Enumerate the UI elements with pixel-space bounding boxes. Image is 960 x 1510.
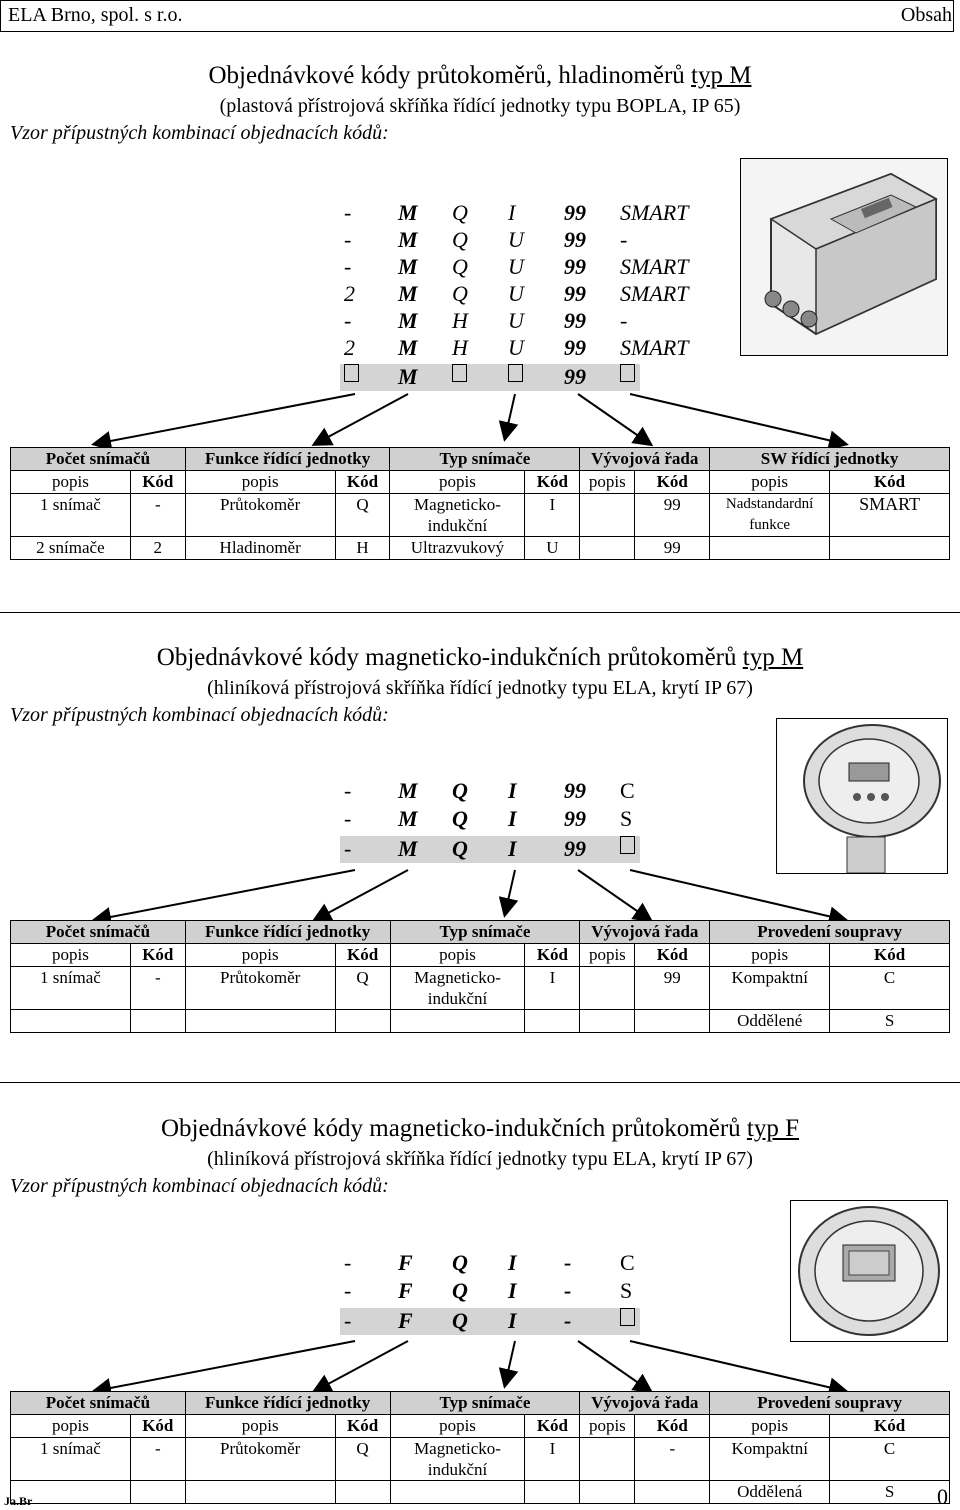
table-cell: 99 [635,494,710,537]
column-header: Provedení soupravy [710,921,950,944]
code-cell: - [344,778,352,803]
table-cell: Hladinoměr [185,537,335,560]
code-cell: - [344,308,352,333]
popis-label: popis [390,1415,525,1438]
table-cell [710,537,830,560]
column-header: Typ snímače [390,448,580,471]
code-cell: U [508,335,524,360]
column-header: Počet snímačů [11,1392,186,1415]
table-cell: - [130,967,185,1010]
table-cell [580,494,635,537]
code-cell: U [508,227,524,252]
code-cell: M [398,364,418,389]
placeholder-box-icon [344,364,359,382]
code-cell: H [452,335,468,360]
table-cell: U [525,537,580,560]
code-cell: - [564,1278,572,1303]
popis-label: popis [185,944,335,967]
section3-vzor: Vzor přípustných kombinací objednacích kódů: [10,1175,389,1197]
column-header: Funkce řídící jednotky [185,921,390,944]
code-cell: - [344,200,352,225]
table-cell [580,1438,635,1481]
code-cell: SMART [620,281,689,306]
popis-label: popis [710,1415,830,1438]
kod-label: Kód [635,471,710,494]
code-cell: M [398,281,418,306]
table-cell: Q [335,494,390,537]
kod-label: Kód [830,944,950,967]
table-cell: I [525,1438,580,1481]
code-template-row [340,1308,640,1335]
table-cell: 1 snímač [11,494,131,537]
code-cell: 99 [564,778,586,803]
kod-label: Kód [525,471,580,494]
code-cell: - [344,254,352,279]
code-cell: Q [452,200,468,225]
code-cell: I [508,200,516,225]
popis-label: popis [11,471,131,494]
code-cell: Q [452,227,468,252]
table-cell: - [635,1438,710,1481]
code-cell: - [344,1308,352,1333]
code-row [340,281,689,308]
kod-label: Kód [830,1415,950,1438]
code-row [340,1278,640,1305]
table-cell: 2 snímače [11,537,131,560]
kod-label: Kód [525,1415,580,1438]
code-cell: Q [452,1278,468,1303]
kod-label: Kód [635,1415,710,1438]
code-cell: I [508,806,517,831]
section3-table [10,1391,950,1504]
code-cell: 99 [564,281,586,306]
kod-label: Kód [830,471,950,494]
popis-label: popis [580,944,635,967]
section1-vzor: Vzor přípustných kombinací objednacích kódů: [10,122,389,144]
table-cell: C [830,967,950,1010]
section3-arrows [0,1337,960,1397]
code-cell: M [398,335,418,360]
section1-arrows [0,388,960,448]
code-cell: I [508,836,517,861]
code-cell: 99 [564,836,586,861]
code-cell: M [398,227,418,252]
code-cell: - [564,1250,572,1275]
table-cell: 99 [635,537,710,560]
column-header: Počet snímačů [11,448,186,471]
table-cell [390,1481,525,1504]
page-header [0,0,954,32]
table-cell: Kompaktní [710,1438,830,1481]
divider [0,1082,960,1083]
table-cell [185,1010,335,1033]
table-cell: Q [335,1438,390,1481]
column-header: Typ snímače [390,1392,580,1415]
code-cell: 99 [564,806,586,831]
code-cell: H [452,308,468,333]
code-template-row [340,364,640,391]
code-row [340,778,640,805]
section3-subtitle: (hliníková přístrojová skříňka řídící jednotky typu ELA, krytí IP 67) [207,1148,753,1170]
table-cell: SMART [830,494,950,537]
column-header: Vývojová řada [580,1392,710,1415]
table-cell: I [525,967,580,1010]
table-cell: Magneticko-indukční [390,1438,525,1481]
code-cell: 99 [564,364,586,389]
table-cell: H [335,537,390,560]
placeholder-box-icon [452,364,467,382]
popis-label: popis [11,944,131,967]
table-cell [525,1481,580,1504]
table-cell: Průtokoměr [185,1438,335,1481]
table-cell: Ultrazvukový [390,537,525,560]
code-cell: 2 [344,335,355,360]
table-cell: Nadstandardní funkce [710,494,830,537]
table-cell: Kompaktní [710,967,830,1010]
code-cell: M [398,308,418,333]
code-cell: - [344,1250,352,1275]
placeholder-box-icon [620,1308,635,1326]
column-header: Vývojová řada [580,448,710,471]
code-row [340,254,689,281]
code-cell: U [508,254,524,279]
code-template-row [340,836,640,863]
column-header: Vývojová řada [580,921,710,944]
kod-label: Kód [635,944,710,967]
section3-title: Objednávkové kódy magneticko-indukčních průtokoměrů typ F [160,1115,800,1142]
table-cell: Průtokoměr [185,494,335,537]
code-cell: - [344,836,352,861]
code-row [340,806,640,833]
code-cell: - [620,227,628,252]
column-header: Funkce řídící jednotky [185,1392,390,1415]
section2-table [10,920,950,1033]
code-cell: - [344,227,352,252]
code-cell: Q [452,1308,468,1333]
kod-label: Kód [130,944,185,967]
code-cell: - [344,806,352,831]
table-cell: Oddělené [710,1010,830,1033]
popis-label: popis [710,944,830,967]
code-cell: 99 [564,254,586,279]
table-cell [130,1010,185,1033]
code-cell: Q [452,281,468,306]
table-cell [580,1481,635,1504]
company-name: ELA Brno, spol. s r.o. [8,4,183,26]
table-cell [130,1481,185,1504]
table-cell [525,1010,580,1033]
column-header: Typ snímače [390,921,580,944]
placeholder-box-icon [620,836,635,854]
table-cell [830,537,950,560]
code-cell: C [620,1250,635,1275]
table-cell: 1 snímač [11,967,131,1010]
popis-label: popis [580,471,635,494]
table-cell: Průtokoměr [185,967,335,1010]
table-cell: 99 [635,967,710,1010]
table-cell: - [130,494,185,537]
code-cell: - [344,1278,352,1303]
column-header: Provedení soupravy [710,1392,950,1415]
table-cell: Oddělená [710,1481,830,1504]
code-cell: S [620,806,633,831]
table-cell [390,1010,525,1033]
kod-label: Kód [335,1415,390,1438]
code-cell: Q [452,1250,468,1275]
popis-label: popis [390,944,525,967]
table-cell [580,967,635,1010]
kod-label: Kód [335,471,390,494]
table-cell: - [130,1438,185,1481]
code-cell: F [398,1250,413,1275]
code-cell: F [398,1308,413,1333]
table-cell: S [830,1010,950,1033]
column-header: Počet snímačů [11,921,186,944]
table-cell [185,1481,335,1504]
table-cell: Magneticko-indukční [390,494,525,537]
code-cell: Q [452,254,468,279]
kod-label: Kód [130,1415,185,1438]
code-row [340,335,689,362]
column-header: Funkce řídící jednotky [185,448,390,471]
code-row [340,227,640,254]
section-name: Obsah [900,4,952,26]
table-cell [635,1481,710,1504]
table-cell [335,1481,390,1504]
code-cell: Q [452,836,468,861]
table-cell [11,1010,131,1033]
code-cell: M [398,200,418,225]
table-cell [335,1010,390,1033]
page-number: 0 [937,1484,948,1509]
table-cell: Magneticko-indukční [390,967,525,1010]
popis-label: popis [185,1415,335,1438]
code-cell: 2 [344,281,355,306]
code-cell: M [398,806,418,831]
popis-label: popis [580,1415,635,1438]
code-cell: 99 [564,335,586,360]
code-cell: Q [452,778,468,803]
table-cell [635,1010,710,1033]
code-cell: - [620,308,628,333]
section2-vzor: Vzor přípustných kombinací objednacích kódů: [10,704,389,726]
section2-subtitle: (hliníková přístrojová skříňka řídící jednotky typu ELA, krytí IP 67) [207,677,753,699]
code-cell: - [564,1308,572,1333]
code-row [340,308,640,335]
code-cell: C [620,778,635,803]
section1-title: Objednávkové kódy průtokoměrů, hladinoměrů typ M [208,62,752,89]
popis-label: popis [710,471,830,494]
table-cell: 1 snímač [11,1438,131,1481]
column-header: SW řídící jednotky [710,448,950,471]
ela-housing-image [776,718,948,874]
divider [0,612,960,613]
ela-housing-type-f-image [790,1200,948,1342]
table-cell: 2 [130,537,185,560]
code-cell: I [508,1308,517,1333]
code-cell: M [398,254,418,279]
code-cell: M [398,778,418,803]
popis-label: popis [390,471,525,494]
code-cell: SMART [620,335,689,360]
placeholder-box-icon [508,364,523,382]
code-cell: F [398,1278,413,1303]
table-cell [580,537,635,560]
table-cell: I [525,494,580,537]
table-cell: C [830,1438,950,1481]
code-cell: I [508,778,517,803]
code-cell: SMART [620,254,689,279]
code-cell: U [508,308,524,333]
code-cell: S [620,1278,633,1303]
code-row [340,1250,640,1277]
kod-label: Kód [130,471,185,494]
code-cell: 99 [564,308,586,333]
table-cell: S [830,1481,950,1504]
popis-label: popis [185,471,335,494]
code-cell: 99 [564,200,586,225]
bopla-enclosure-image [740,158,948,356]
table-cell [580,1010,635,1033]
table-cell: Q [335,967,390,1010]
code-cell: I [508,1278,517,1303]
code-cell: Q [452,806,468,831]
code-row [340,200,689,227]
code-cell: SMART [620,200,689,225]
placeholder-box-icon [620,364,635,382]
kod-label: Kód [525,944,580,967]
section2-arrows [0,866,960,926]
section1-table [10,447,950,560]
popis-label: popis [11,1415,131,1438]
code-cell: U [508,281,524,306]
kod-label: Kód [335,944,390,967]
code-cell: M [398,836,418,861]
code-cell: I [508,1250,517,1275]
footer-author: Ja.Br [4,1494,33,1508]
section2-title: Objednávkové kódy magneticko-indukčních průtokoměrů typ M [156,644,804,671]
code-cell: 99 [564,227,586,252]
section1-subtitle: (plastová přístrojová skříňka řídící jednotky typu BOPLA, IP 65) [219,95,741,117]
